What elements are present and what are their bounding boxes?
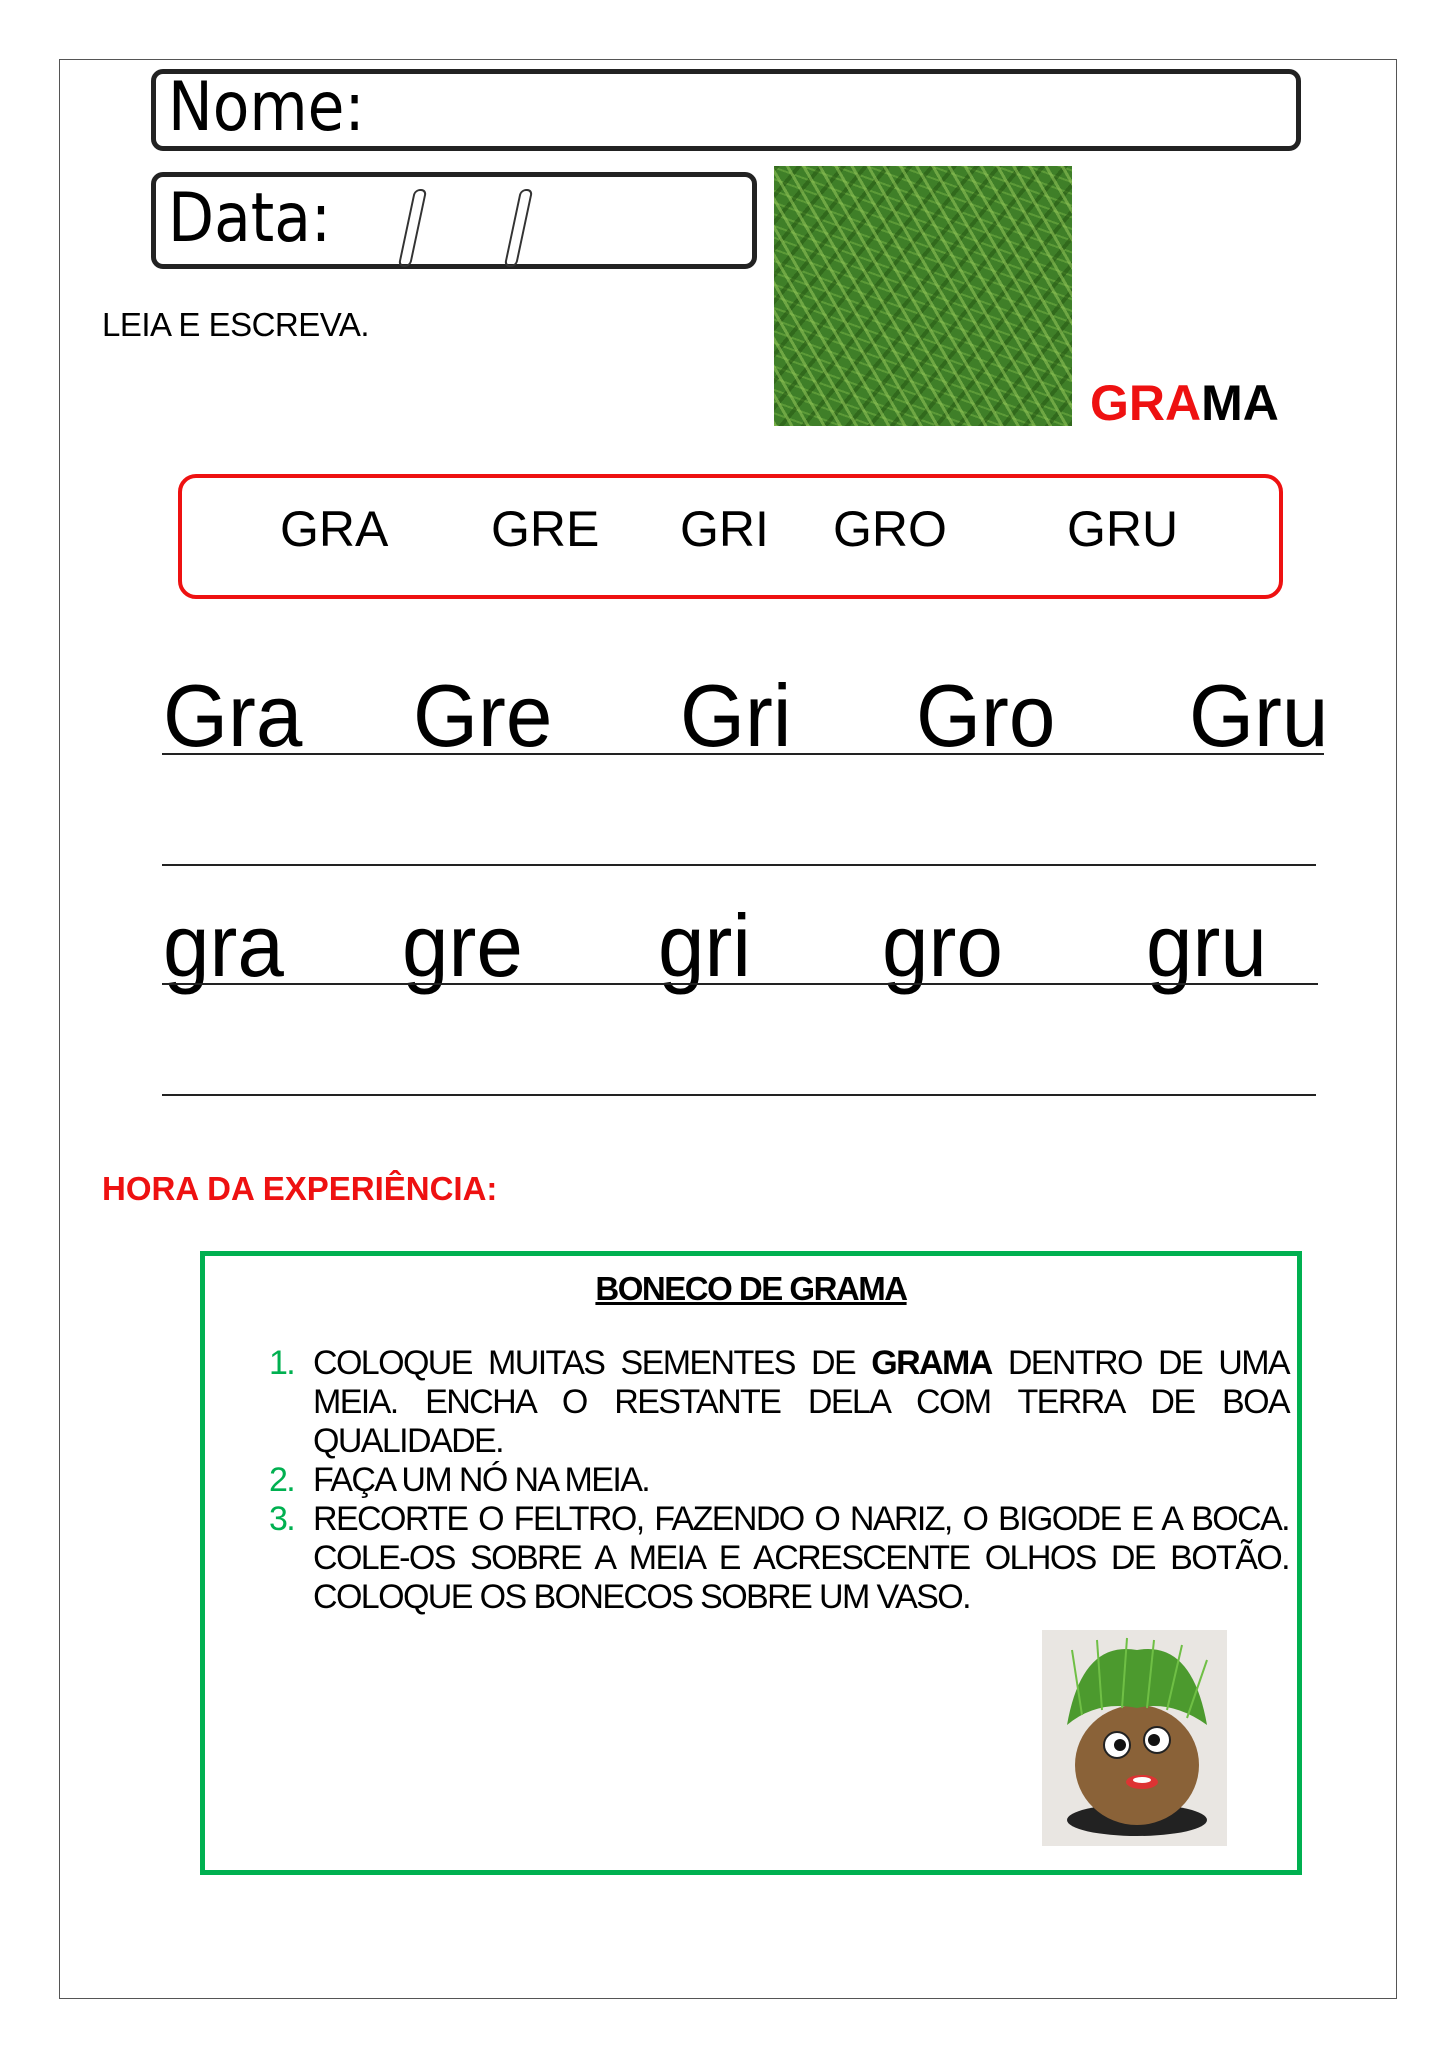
step-text: DENTRO DE UMA MEIA. ENCHA O RESTANTE DELA COM TERRA DE BOA QUALIDADE.: [313, 1344, 1289, 1460]
syllable-lower: gro: [882, 896, 1003, 995]
date-separator-icon: [504, 189, 534, 267]
date-label: Data:: [168, 179, 332, 258]
step-number: 1.: [269, 1344, 295, 1382]
name-label: Nome:: [168, 68, 365, 147]
syllable-lower: gra: [163, 896, 284, 995]
syllable-upper: GRI: [680, 501, 769, 557]
steps-list: [269, 1344, 1289, 1617]
instruction-text: LEIA E ESCREVA.: [102, 306, 370, 343]
experiment-heading: HORA DA EXPERIÊNCIA:: [102, 1170, 498, 1207]
syllable-lower: gre: [402, 896, 523, 995]
syllable-title: Gri: [680, 666, 792, 765]
syllable-title: Gra: [163, 666, 303, 765]
grass-doll-image: [1042, 1630, 1227, 1846]
syllable-upper: GRU: [1067, 501, 1179, 557]
writing-line[interactable]: [162, 1094, 1316, 1096]
syllable-upper: GRE: [491, 501, 600, 557]
grass-image: [774, 166, 1072, 426]
step-text: COLOQUE MUITAS SEMENTES DE: [313, 1344, 872, 1382]
date-field[interactable]: [151, 172, 757, 269]
step-text: FAÇA UM NÓ NA MEIA.: [313, 1461, 650, 1499]
syllable-upper: GRO: [833, 501, 947, 557]
writing-line[interactable]: [162, 864, 1316, 866]
syllable-title: Gro: [916, 666, 1056, 765]
step-number: 3.: [269, 1500, 295, 1538]
step-bold-word: GRAMA: [871, 1344, 992, 1382]
syllable-title: Gru: [1189, 666, 1329, 765]
step-number: 2.: [269, 1461, 295, 1499]
key-word: [1090, 374, 1279, 432]
step-item: [269, 1461, 1289, 1500]
step-item: [269, 1500, 1289, 1617]
writing-line: [162, 983, 1318, 985]
name-field[interactable]: [151, 69, 1301, 151]
step-item: [269, 1344, 1289, 1461]
experiment-title: BONECO DE GRAMA: [595, 1270, 907, 1307]
writing-line: [162, 753, 1324, 755]
syllable-upper: GRA: [280, 501, 389, 557]
syllable-lower: gru: [1146, 896, 1267, 995]
step-text: RECORTE O FELTRO, FAZENDO O NARIZ, O BIGODE E A BOCA. COLE-OS SOBRE A MEIA E ACRESCENTE OLHOS DE BOTÃO. COLOQUE OS BONECOS SOBRE UM VASO.: [313, 1500, 1289, 1616]
key-word-highlight: GRA: [1090, 375, 1202, 431]
syllable-title: Gre: [413, 666, 553, 765]
syllable-lower: gri: [658, 896, 751, 995]
date-separator-icon: [398, 189, 428, 267]
key-word-rest: MA: [1201, 375, 1279, 431]
